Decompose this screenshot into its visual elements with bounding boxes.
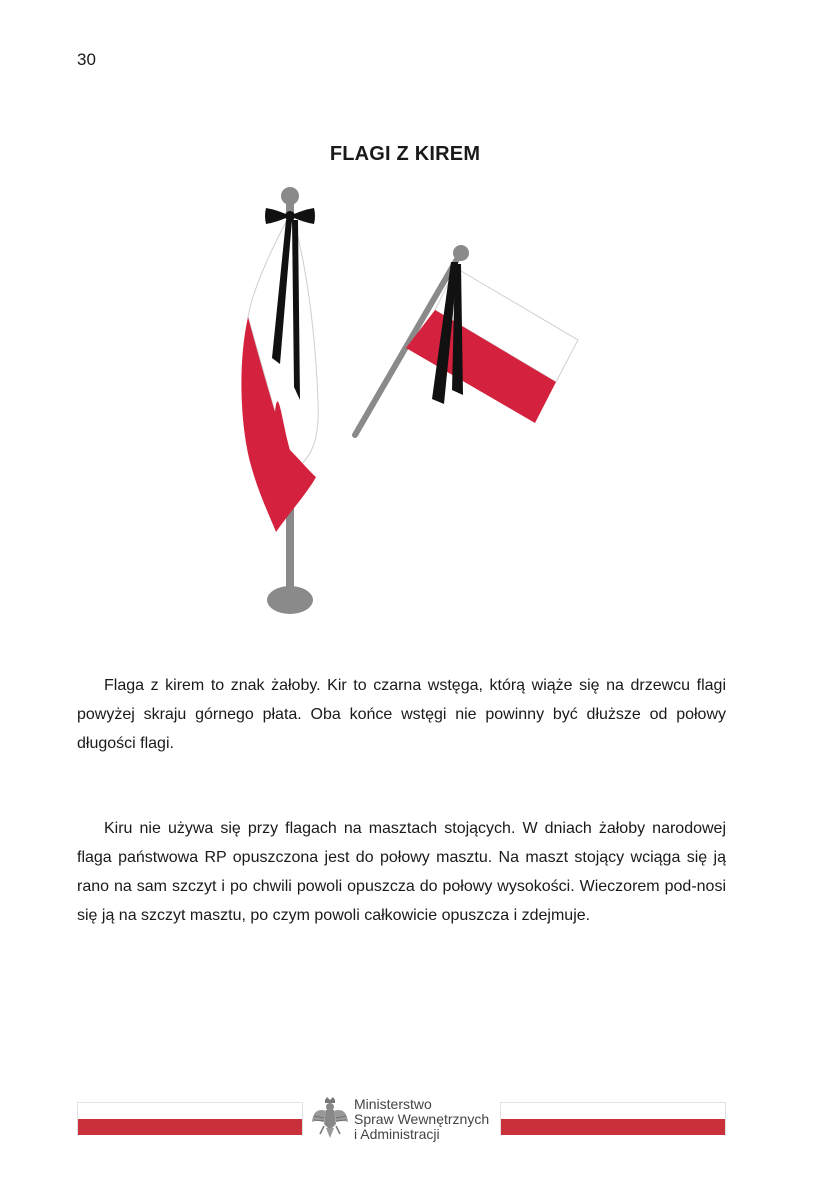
- ministry-name: [354, 1097, 489, 1142]
- angled-flag-finial: [453, 245, 469, 261]
- angled-flag: [355, 245, 578, 435]
- page-number: 30: [77, 50, 96, 69]
- standing-flag-base: [267, 586, 313, 614]
- ministry-line-2: Spraw Wewnętrznych: [354, 1111, 490, 1127]
- ministry-line-1: Ministerstwo: [354, 1096, 432, 1112]
- paragraph-mourning-ribbon: Flaga z kirem to znak żałoby. Kir to czarna wstęga, którą wiąże się na drzewcu flagi powyżej skraju górnego płata. Oba końce wstęgi nie powinny być dłuższe od połowy długości flagi.: [77, 677, 726, 752]
- paragraph-half-mast: Kiru nie używa się przy flagach na masztach stojących. W dniach żałoby narodowej flaga państwowa RP opuszczona jest do połowy masztu. Na maszt stojący wciąga się ją rano na sam szczyt i po chwili powoli opuszcza do połowy wysokości. Wieczorem pod-nosi się ją na szczyt masztu, po czym powoli całkowicie opuszcza i zdejmuje.: [77, 820, 726, 924]
- footer-flag-stripe-right: [500, 1102, 726, 1135]
- flag-illustration: [230, 182, 590, 622]
- standing-flag-finial: [281, 187, 299, 205]
- ministry-logo: [310, 1096, 496, 1144]
- footer-flag-stripe-left: [77, 1102, 303, 1135]
- standing-flag: [241, 187, 318, 614]
- polish-eagle-icon: [310, 1096, 350, 1142]
- ministry-line-3: i Administracji: [354, 1126, 440, 1142]
- page-title: FLAGI Z KIREM: [329, 143, 481, 165]
